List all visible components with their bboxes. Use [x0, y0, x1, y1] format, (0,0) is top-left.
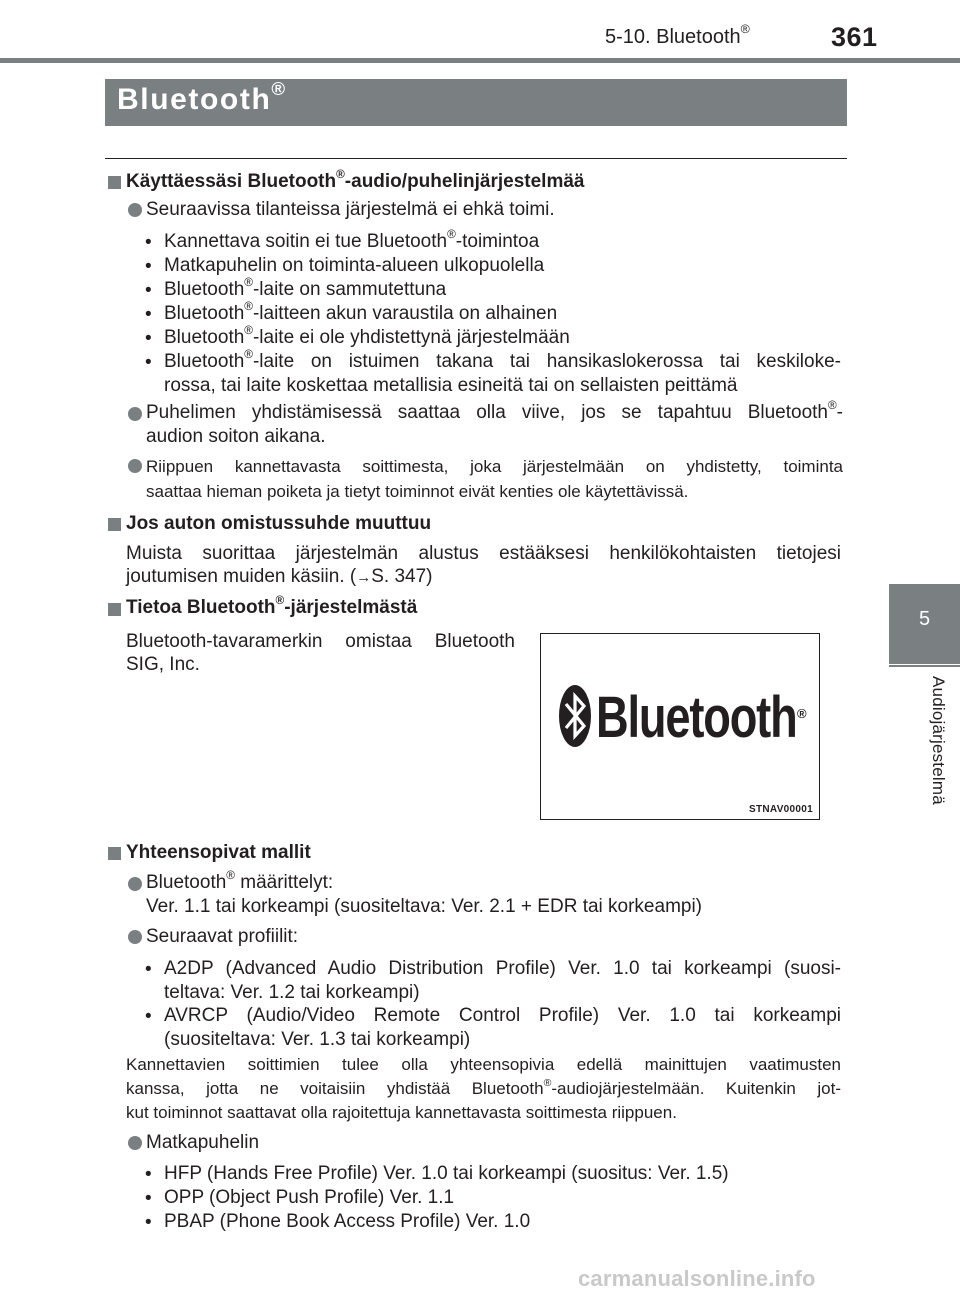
paragraph: Puhelimen yhdistämisessä saattaa olla viive, jos se tapahtuu Bluetooth®-	[146, 398, 843, 423]
section-divider	[105, 158, 847, 159]
section-heading-usage: Käyttäessäsi Bluetooth®-audio/puhelinjärjestelmää	[126, 167, 585, 192]
paragraph: Bluetooth® määrittelyt:	[146, 868, 334, 893]
list-item: AVRCP (Audio/Video Remote Control Profile) Ver. 1.0 tai korkeampi	[164, 1005, 841, 1026]
chapter-tab	[889, 584, 960, 664]
bluetooth-logo-figure	[540, 633, 820, 820]
section-heading-ownership: Jos auton omistussuhde muuttuu	[126, 513, 432, 534]
list-item: HFP (Hands Free Profile) Ver. 1.0 tai korkeampi (suositus: Ver. 1.5)	[164, 1163, 729, 1184]
page-reference-link[interactable]: S. 347)	[371, 566, 433, 587]
paragraph: Matkapuhelin	[146, 1132, 260, 1153]
list-item: Bluetooth®-laite on istuimen takana tai hansikaslokerossa tai keskiloke-	[164, 347, 841, 372]
bullet: •	[145, 256, 152, 277]
paragraph: Seuraavat profiilit:	[146, 926, 299, 947]
section-marker-square	[108, 518, 121, 531]
chapter-number: 5	[918, 608, 931, 630]
paragraph: Bluetooth-tavaramerkin omistaa Bluetooth	[126, 631, 515, 652]
chapter-title: Audiojärjestelmä	[929, 676, 948, 805]
note: kanssa, jotta ne voitaisiin yhdistää Bluetooth®-audiojärjestelmään. Kuitenkin jot-	[126, 1076, 841, 1098]
paragraph-continuation: audion soiton aikana.	[146, 426, 326, 447]
paragraph-continuation: Ver. 1.1 tai korkeampi (suositeltava: Ver. 2.1 + EDR tai korkeampi)	[146, 896, 703, 917]
list-item: Bluetooth®-laitteen akun varaustila on alhainen	[164, 299, 558, 324]
running-header-section: 5-10. Bluetooth®	[605, 22, 750, 48]
list-item: Matkapuhelin on toiminta-alueen ulkopuolella	[164, 255, 545, 276]
page-title: Bluetooth®	[117, 78, 287, 116]
section-heading-about: Tietoa Bluetooth®-järjestelmästä	[126, 593, 418, 618]
bullet: •	[145, 1212, 152, 1233]
section-marker-square	[108, 847, 121, 860]
bullet: •	[145, 1164, 152, 1185]
section-marker-square	[108, 176, 121, 189]
list-item-continuation: teltava: Ver. 1.2 tai korkeampi)	[164, 982, 420, 1003]
list-item: PBAP (Phone Book Access Profile) Ver. 1.0	[164, 1211, 531, 1232]
section-heading-compatible: Yhteensopivat mallit	[126, 842, 311, 863]
list-item: Kannettava soitin ei tue Bluetooth®-toimintoa	[164, 227, 540, 252]
list-item: Bluetooth®-laite on sammutettuna	[164, 275, 447, 300]
item-dot	[128, 407, 142, 421]
paragraph: Muista suorittaa järjestelmän alustus estääksesi henkilökohtaisten tietojesi	[126, 543, 841, 564]
cross-reference-arrow-icon: →	[356, 569, 372, 586]
bullet: •	[145, 959, 152, 980]
list-item: A2DP (Advanced Audio Distribution Profile) Ver. 1.0 tai korkeampi (suosi-	[164, 958, 841, 979]
page-number: 361	[831, 22, 878, 52]
paragraph: Seuraavissa tilanteissa järjestelmä ei ehkä toimi.	[146, 199, 555, 220]
header-rule	[0, 58, 960, 63]
note: kut toiminnot saattavat olla rajoitettuja kannettavasta soittimesta riippuen.	[126, 1103, 677, 1122]
section-marker-square	[108, 603, 121, 616]
item-dot	[128, 877, 142, 891]
item-dot	[128, 930, 142, 944]
bullet: •	[145, 1006, 152, 1027]
item-dot	[128, 1136, 142, 1150]
registered-mark: ®	[797, 706, 807, 721]
list-item-continuation: rossa, tai laite koskettaa metallisia esineitä tai on sellaisten peittämä	[164, 375, 738, 396]
bluetooth-rune-icon	[558, 684, 592, 748]
chapter-tab-rule	[889, 665, 960, 667]
item-dot	[128, 459, 142, 473]
paragraph-continuation: saattaa hieman poiketa ja tietyt toiminnot eivät kenties ole käytettävissä.	[146, 482, 689, 501]
watermark: carmanualsonline.info	[578, 1266, 816, 1291]
item-dot	[128, 203, 142, 217]
paragraph: Riippuen kannettavasta soittimesta, joka järjestelmään on yhdistetty, toiminta	[146, 457, 843, 476]
list-item-continuation: (suositeltava: Ver. 1.3 tai korkeampi)	[164, 1029, 471, 1050]
title-banner	[105, 79, 847, 126]
bullet: •	[145, 232, 152, 253]
bullet: •	[145, 304, 152, 325]
list-item: OPP (Object Push Profile) Ver. 1.1	[164, 1187, 455, 1208]
bluetooth-wordmark: Bluetooth	[596, 685, 797, 750]
list-item: Bluetooth®-laite ei ole yhdistettynä järjestelmään	[164, 323, 570, 348]
paragraph-continuation: joutumisen muiden käsiin. (→S. 347)	[126, 566, 433, 587]
bullet: •	[145, 1188, 152, 1209]
paragraph-continuation: SIG, Inc.	[126, 654, 200, 675]
bullet: •	[145, 328, 152, 349]
note: Kannettavien soittimien tulee olla yhteensopivia edellä mainittujen vaatimusten	[126, 1055, 841, 1074]
bullet: •	[145, 280, 152, 301]
bullet: •	[145, 352, 152, 373]
figure-code: STNAV00001	[749, 804, 813, 815]
